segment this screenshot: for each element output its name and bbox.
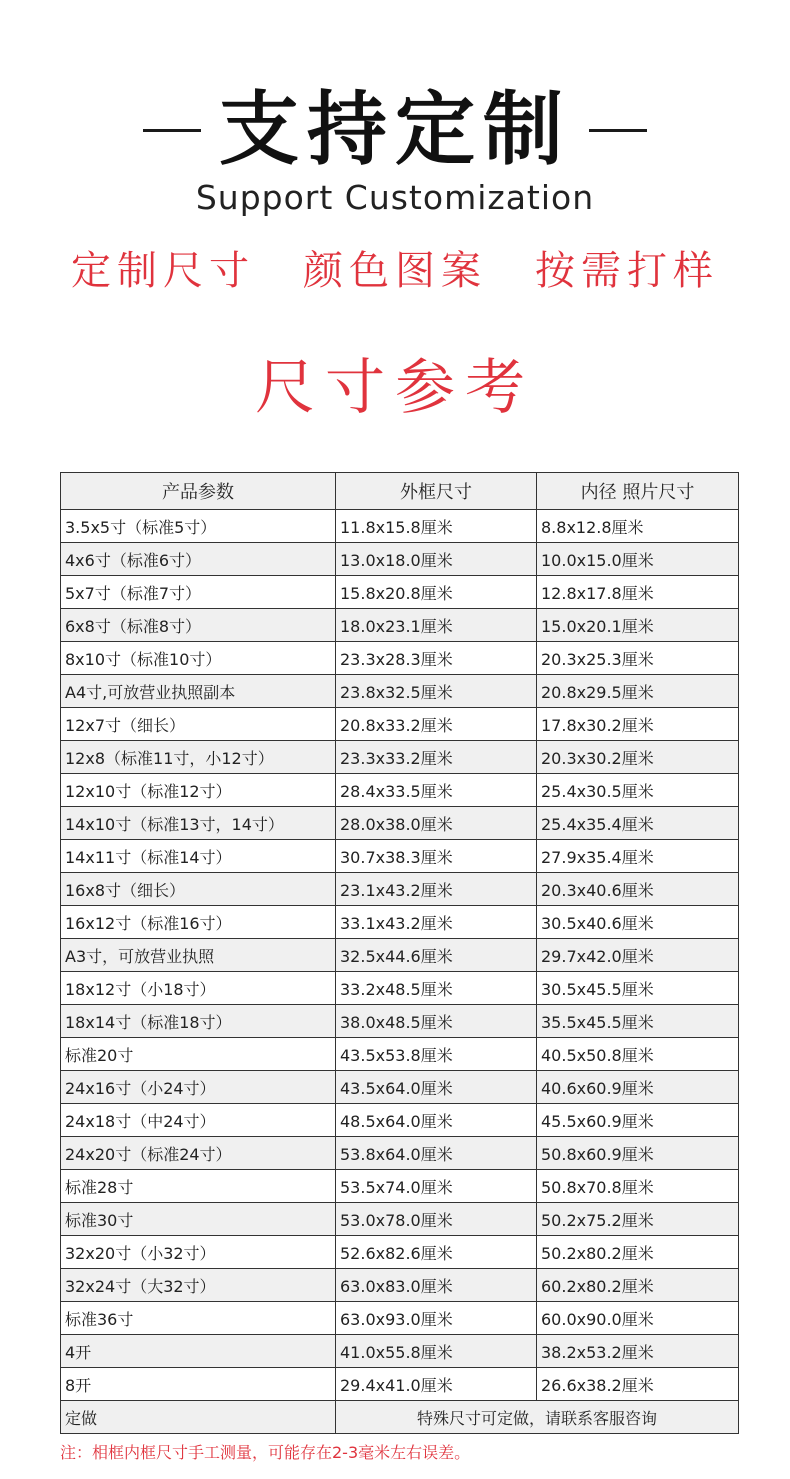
cell-outer-size: 15.8x20.8厘米 bbox=[336, 576, 537, 609]
table-row bbox=[61, 774, 739, 807]
cell-product: 32x20寸（小32寸） bbox=[61, 1236, 336, 1269]
cell-product: 6x8寸（标准8寸） bbox=[61, 609, 336, 642]
cell-inner-size: 40.6x60.9厘米 bbox=[537, 1071, 739, 1104]
size-table bbox=[60, 472, 739, 1434]
cell-outer-size: 28.0x38.0厘米 bbox=[336, 807, 537, 840]
table-row bbox=[61, 1203, 739, 1236]
hero-title-row bbox=[0, 82, 790, 178]
cell-outer-size: 38.0x48.5厘米 bbox=[336, 1005, 537, 1038]
cell-product: 8x10寸（标准10寸） bbox=[61, 642, 336, 675]
table-row bbox=[61, 510, 739, 543]
table-row bbox=[61, 741, 739, 774]
tagline-color-pattern: 颜色图案 bbox=[303, 248, 487, 294]
cell-outer-size: 13.0x18.0厘米 bbox=[336, 543, 537, 576]
cell-inner-size: 25.4x35.4厘米 bbox=[537, 807, 739, 840]
table-row bbox=[61, 972, 739, 1005]
table-row bbox=[61, 1269, 739, 1302]
cell-product: 16x12寸（标准16寸） bbox=[61, 906, 336, 939]
title-dash-left bbox=[143, 129, 201, 132]
cell-inner-size: 26.6x38.2厘米 bbox=[537, 1368, 739, 1401]
table-row bbox=[61, 708, 739, 741]
cell-product: 标准20寸 bbox=[61, 1038, 336, 1071]
table-row bbox=[61, 609, 739, 642]
cell-outer-size: 11.8x15.8厘米 bbox=[336, 510, 537, 543]
cell-inner-size: 50.2x80.2厘米 bbox=[537, 1236, 739, 1269]
cell-product: 12x7寸（细长） bbox=[61, 708, 336, 741]
cell-outer-size: 63.0x83.0厘米 bbox=[336, 1269, 537, 1302]
cell-outer-size: 41.0x55.8厘米 bbox=[336, 1335, 537, 1368]
cell-outer-size: 23.3x28.3厘米 bbox=[336, 642, 537, 675]
table-row bbox=[61, 1005, 739, 1038]
cell-product: 4x6寸（标准6寸） bbox=[61, 543, 336, 576]
cell-product: 16x8寸（细长） bbox=[61, 873, 336, 906]
cell-inner-size: 30.5x40.6厘米 bbox=[537, 906, 739, 939]
cell-outer-size: 23.8x32.5厘米 bbox=[336, 675, 537, 708]
cell-inner-size: 20.3x40.6厘米 bbox=[537, 873, 739, 906]
table-row bbox=[61, 1170, 739, 1203]
cell-inner-size: 40.5x50.8厘米 bbox=[537, 1038, 739, 1071]
cell-inner-size: 45.5x60.9厘米 bbox=[537, 1104, 739, 1137]
cell-outer-size: 43.5x64.0厘米 bbox=[336, 1071, 537, 1104]
cell-product: A3寸，可放营业执照 bbox=[61, 939, 336, 972]
cell-inner-size: 20.3x30.2厘米 bbox=[537, 741, 739, 774]
cell-inner-size: 38.2x53.2厘米 bbox=[537, 1335, 739, 1368]
cell-inner-size: 60.2x80.2厘米 bbox=[537, 1269, 739, 1302]
cell-product: 标准36寸 bbox=[61, 1302, 336, 1335]
table-row bbox=[61, 1071, 739, 1104]
page-title: 支持定制 bbox=[219, 83, 571, 176]
table-row bbox=[61, 906, 739, 939]
tagline-sampling: 按需打样 bbox=[535, 248, 719, 294]
cell-inner-size: 35.5x45.5厘米 bbox=[537, 1005, 739, 1038]
cell-outer-size: 23.1x43.2厘米 bbox=[336, 873, 537, 906]
section-title: 尺寸参考 bbox=[255, 353, 535, 423]
cell-product: 14x11寸（标准14寸） bbox=[61, 840, 336, 873]
cell-product: 标准30寸 bbox=[61, 1203, 336, 1236]
table-row bbox=[61, 642, 739, 675]
column-header-product: 产品参数 bbox=[61, 473, 336, 510]
table-row-custom bbox=[61, 1401, 739, 1434]
cell-product: 5x7寸（标准7寸） bbox=[61, 576, 336, 609]
table-row bbox=[61, 1236, 739, 1269]
cell-outer-size: 18.0x23.1厘米 bbox=[336, 609, 537, 642]
table-row bbox=[61, 675, 739, 708]
cell-inner-size: 17.8x30.2厘米 bbox=[537, 708, 739, 741]
table-row bbox=[61, 576, 739, 609]
cell-product: 标准28寸 bbox=[61, 1170, 336, 1203]
table-row bbox=[61, 1104, 739, 1137]
cell-outer-size: 53.0x78.0厘米 bbox=[336, 1203, 537, 1236]
table-row bbox=[61, 1335, 739, 1368]
cell-product: 24x20寸（标准24寸） bbox=[61, 1137, 336, 1170]
cell-inner-size: 25.4x30.5厘米 bbox=[537, 774, 739, 807]
cell-inner-size: 20.3x25.3厘米 bbox=[537, 642, 739, 675]
cell-outer-size: 53.5x74.0厘米 bbox=[336, 1170, 537, 1203]
table-row bbox=[61, 939, 739, 972]
cell-inner-size: 29.7x42.0厘米 bbox=[537, 939, 739, 972]
cell-outer-size: 32.5x44.6厘米 bbox=[336, 939, 537, 972]
cell-outer-size: 43.5x53.8厘米 bbox=[336, 1038, 537, 1071]
cell-product: 3.5x5寸（标准5寸） bbox=[61, 510, 336, 543]
cell-inner-size: 50.2x75.2厘米 bbox=[537, 1203, 739, 1236]
page-subtitle: Support Customization bbox=[195, 178, 595, 217]
cell-product: 12x10寸（标准12寸） bbox=[61, 774, 336, 807]
table-row bbox=[61, 807, 739, 840]
cell-outer-size: 29.4x41.0厘米 bbox=[336, 1368, 537, 1401]
cell-product: A4寸,可放营业执照副本 bbox=[61, 675, 336, 708]
table-row bbox=[61, 1137, 739, 1170]
tagline-custom-size: 定制尺寸 bbox=[71, 248, 255, 294]
cell-inner-size: 50.8x60.9厘米 bbox=[537, 1137, 739, 1170]
custom-row-label: 定做 bbox=[61, 1401, 336, 1434]
cell-product: 18x14寸（标准18寸） bbox=[61, 1005, 336, 1038]
cell-product: 4开 bbox=[61, 1335, 336, 1368]
cell-outer-size: 53.8x64.0厘米 bbox=[336, 1137, 537, 1170]
table-row bbox=[61, 1368, 739, 1401]
cell-outer-size: 33.1x43.2厘米 bbox=[336, 906, 537, 939]
cell-product: 18x12寸（小18寸） bbox=[61, 972, 336, 1005]
cell-inner-size: 50.8x70.8厘米 bbox=[537, 1170, 739, 1203]
cell-outer-size: 52.6x82.6厘米 bbox=[336, 1236, 537, 1269]
cell-product: 32x24寸（大32寸） bbox=[61, 1269, 336, 1302]
cell-product: 12x8（标准11寸，小12寸） bbox=[61, 741, 336, 774]
table-body bbox=[61, 510, 739, 1434]
cell-outer-size: 30.7x38.3厘米 bbox=[336, 840, 537, 873]
cell-inner-size: 15.0x20.1厘米 bbox=[537, 609, 739, 642]
table-row bbox=[61, 840, 739, 873]
table-row bbox=[61, 1038, 739, 1071]
cell-inner-size: 10.0x15.0厘米 bbox=[537, 543, 739, 576]
cell-product: 14x10寸（标准13寸，14寸） bbox=[61, 807, 336, 840]
cell-outer-size: 33.2x48.5厘米 bbox=[336, 972, 537, 1005]
cell-outer-size: 48.5x64.0厘米 bbox=[336, 1104, 537, 1137]
tagline-row bbox=[0, 244, 790, 298]
footnote: 注：相框内框尺寸手工测量，可能存在2-3毫米左右误差。 bbox=[60, 1443, 471, 1462]
cell-outer-size: 23.3x33.2厘米 bbox=[336, 741, 537, 774]
cell-outer-size: 28.4x33.5厘米 bbox=[336, 774, 537, 807]
table-row bbox=[61, 873, 739, 906]
title-dash-right bbox=[589, 129, 647, 132]
table-row bbox=[61, 1302, 739, 1335]
custom-row-note: 特殊尺寸可定做，请联系客服咨询 bbox=[336, 1401, 739, 1434]
cell-inner-size: 60.0x90.0厘米 bbox=[537, 1302, 739, 1335]
cell-outer-size: 63.0x93.0厘米 bbox=[336, 1302, 537, 1335]
column-header-outer-size: 外框尺寸 bbox=[336, 473, 537, 510]
cell-inner-size: 8.8x12.8厘米 bbox=[537, 510, 739, 543]
table-row bbox=[61, 543, 739, 576]
cell-outer-size: 20.8x33.2厘米 bbox=[336, 708, 537, 741]
cell-product: 8开 bbox=[61, 1368, 336, 1401]
cell-inner-size: 12.8x17.8厘米 bbox=[537, 576, 739, 609]
cell-inner-size: 20.8x29.5厘米 bbox=[537, 675, 739, 708]
table-header-row bbox=[61, 473, 739, 510]
column-header-inner-size: 内径 照片尺寸 bbox=[537, 473, 739, 510]
cell-inner-size: 30.5x45.5厘米 bbox=[537, 972, 739, 1005]
cell-product: 24x16寸（小24寸） bbox=[61, 1071, 336, 1104]
cell-inner-size: 27.9x35.4厘米 bbox=[537, 840, 739, 873]
cell-product: 24x18寸（中24寸） bbox=[61, 1104, 336, 1137]
